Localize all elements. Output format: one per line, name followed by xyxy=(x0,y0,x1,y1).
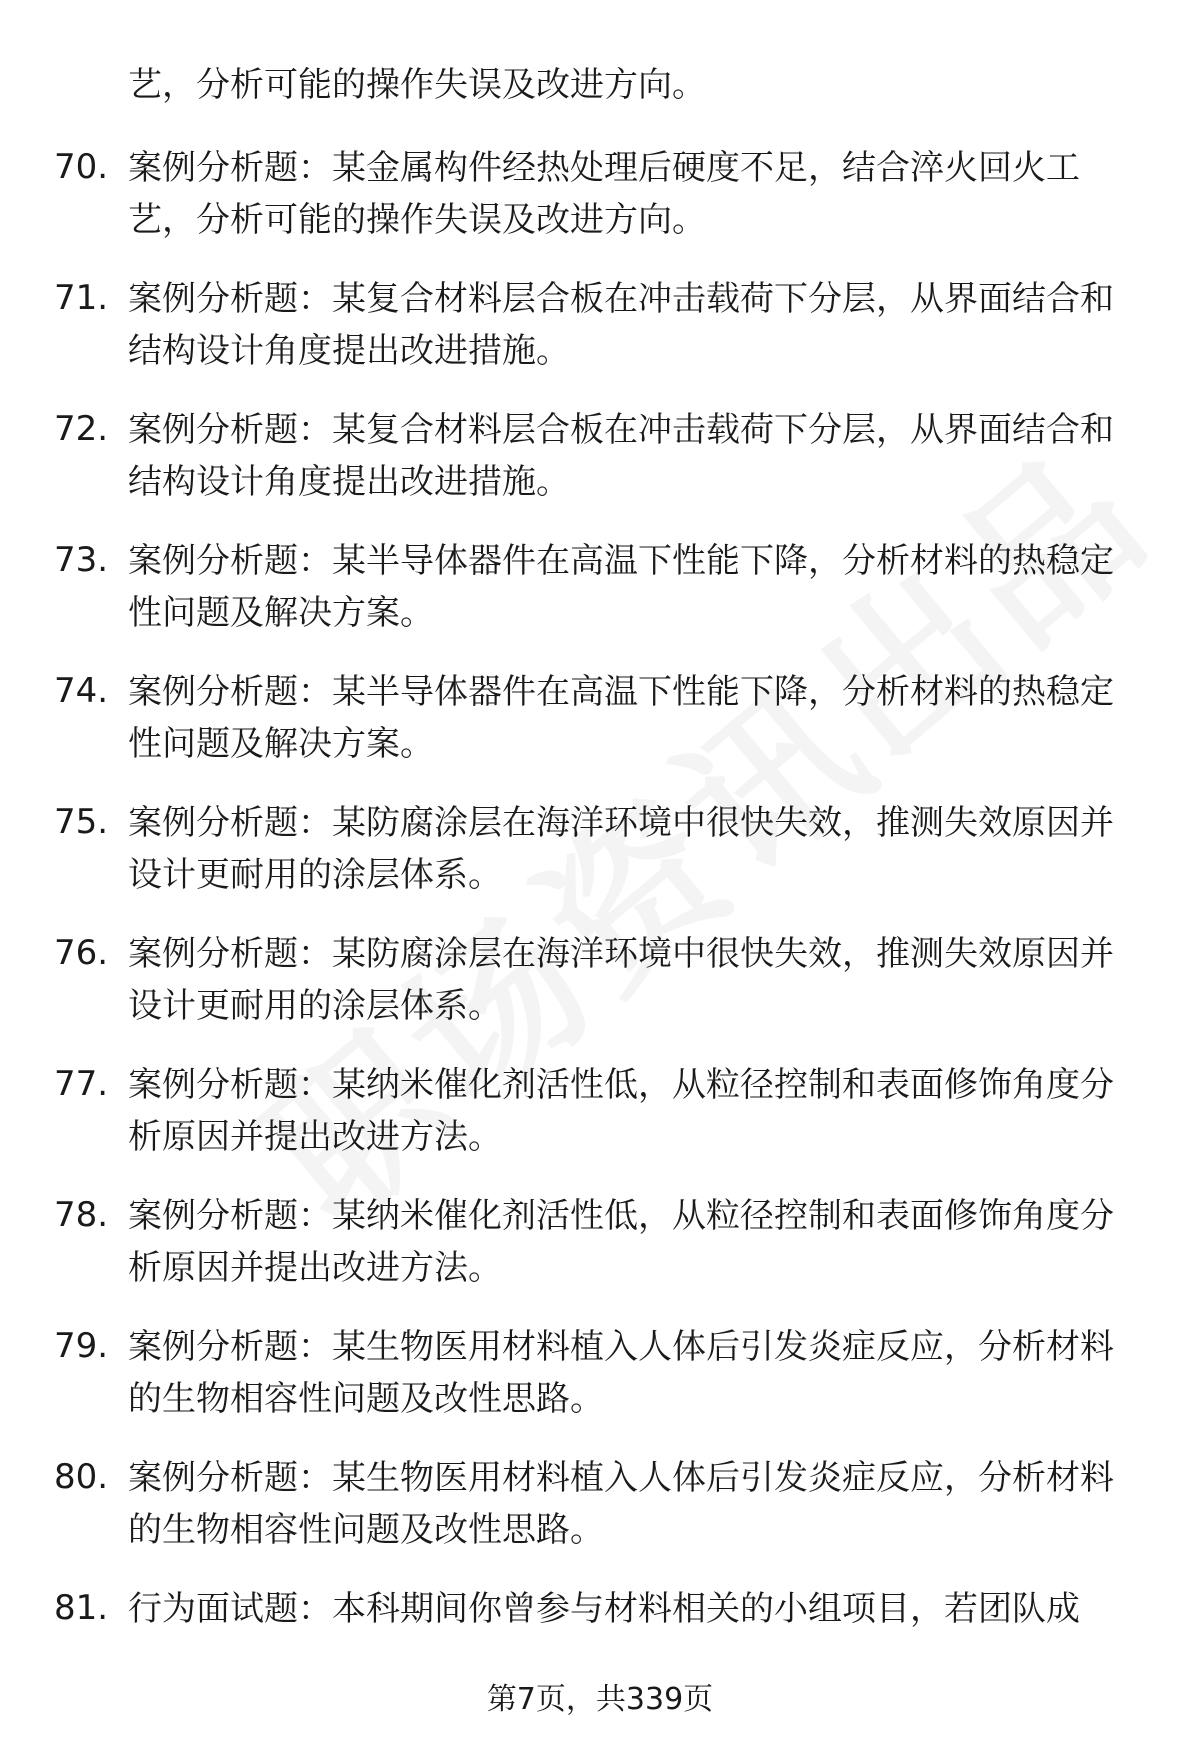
question-text: 案例分析题：某半导体器件在高温下性能下降，分析材料的热稳定性问题及解决方案。 xyxy=(128,541,1114,633)
question-text: 案例分析题：某金属构件经热处理后硬度不足，结合淬火回火工艺，分析可能的操作失误及改进方向。 xyxy=(128,148,1080,240)
question-number: 73. xyxy=(54,540,109,580)
question-item xyxy=(0,1190,1200,1321)
question-number: 74. xyxy=(54,671,109,711)
question-text: 案例分析题：某生物医用材料植入人体后引发炎症反应，分析材料的生物相容性问题及改性思路。 xyxy=(128,1458,1114,1550)
question-text: 案例分析题：某复合材料层合板在冲击载荷下分层，从界面结合和结构设计角度提出改进措施。 xyxy=(128,410,1114,502)
question-text: 行为面试题：本科期间你曾参与材料相关的小组项目，若团队成 xyxy=(128,1589,1080,1629)
question-number: 80. xyxy=(54,1457,109,1497)
question-text: 案例分析题：某半导体器件在高温下性能下降，分析材料的热稳定性问题及解决方案。 xyxy=(128,672,1114,764)
question-text: 案例分析题：某纳米催化剂活性低，从粒径控制和表面修饰角度分析原因并提出改进方法。 xyxy=(128,1065,1114,1157)
question-text: 案例分析题：某防腐涂层在海洋环境中很快失效，推测失效原因并设计更耐用的涂层体系。 xyxy=(128,803,1114,895)
question-list xyxy=(0,142,1200,1714)
question-number: 76. xyxy=(54,933,109,973)
page-footer: 第7页，共339页 xyxy=(486,1682,714,1717)
question-item xyxy=(0,1059,1200,1190)
question-item xyxy=(0,1321,1200,1452)
question-number: 71. xyxy=(54,278,109,318)
question-item xyxy=(0,273,1200,404)
continued-question-text: 艺，分析可能的操作失误及改进方向。 xyxy=(128,65,706,105)
question-text: 案例分析题：某纳米催化剂活性低，从粒径控制和表面修饰角度分析原因并提出改进方法。 xyxy=(128,1196,1114,1288)
question-number: 75. xyxy=(54,802,109,842)
question-number: 78. xyxy=(54,1195,109,1235)
question-item xyxy=(0,666,1200,797)
question-number: 70. xyxy=(54,147,109,187)
question-number: 79. xyxy=(54,1326,109,1366)
question-number: 72. xyxy=(54,409,109,449)
question-text: 案例分析题：某防腐涂层在海洋环境中很快失效，推测失效原因并设计更耐用的涂层体系。 xyxy=(128,934,1114,1026)
question-text: 案例分析题：某复合材料层合板在冲击载荷下分层，从界面结合和结构设计角度提出改进措施。 xyxy=(128,279,1114,371)
question-number: 77. xyxy=(54,1064,109,1104)
question-item xyxy=(0,1452,1200,1583)
question-item xyxy=(0,928,1200,1059)
question-item xyxy=(0,797,1200,928)
question-text: 案例分析题：某生物医用材料植入人体后引发炎症反应，分析材料的生物相容性问题及改性思路。 xyxy=(128,1327,1114,1419)
question-number: 81. xyxy=(54,1588,109,1628)
question-item xyxy=(0,535,1200,666)
question-item xyxy=(0,142,1200,273)
question-item xyxy=(0,404,1200,535)
